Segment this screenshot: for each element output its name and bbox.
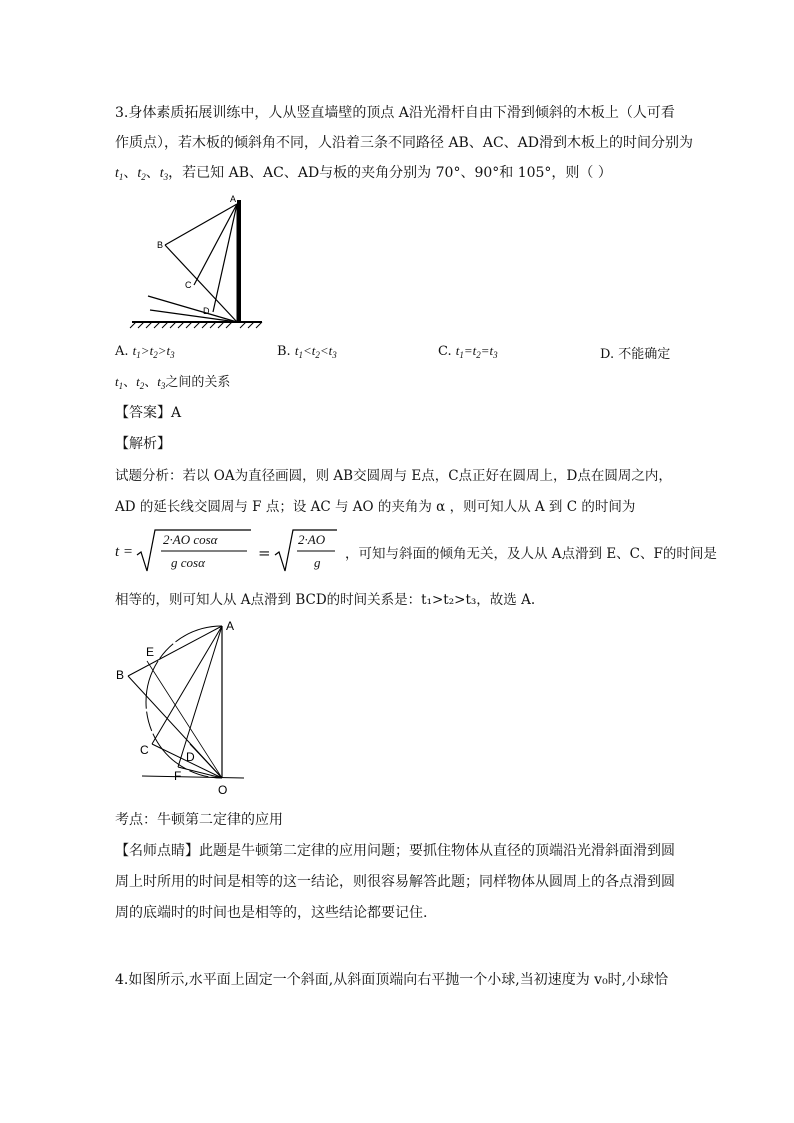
mingshi-l2: 周上时所用的时间是相等的这一结论，则很容易解答此题；同样物体从圆周上的各点滑到圆 — [115, 874, 675, 890]
option-a: A. $t_1>t_2>t_3$ — [115, 343, 175, 360]
fig1-label-d: D — [203, 306, 210, 316]
formula-line — [115, 527, 717, 577]
fig1-label-b: B — [157, 240, 164, 250]
formula-eq: = — [258, 544, 271, 562]
fig2-label-a: A — [226, 619, 235, 633]
analysis-p4: 相等的，则可知人从 A点滑到 BCD的时间关系是：t₁>t₂>t₃，故选 A. — [115, 592, 536, 608]
fig2-label-b: B — [116, 668, 125, 682]
fig2-label-c: C — [140, 743, 149, 757]
analysis-p1: 试题分析：若以 OA为直径画圆，则 AB交圆周与 E点，C点正好在圆周上，D点在圆周之内， — [115, 468, 672, 484]
fig1-label-a: A — [230, 194, 237, 204]
option-d: D. 不能确定 — [600, 347, 671, 362]
formula-num1: 2·AO cosα — [163, 532, 218, 547]
analysis-title: 【解析】 — [115, 436, 171, 452]
option-b: B. $t_1<t_2<t_3$ — [277, 343, 337, 360]
q3-text-line3-rest: 若已知 AB、AC、AD与板的夹角分别为 70°、90°和 105°，则（ ） — [182, 165, 612, 181]
q3-text-line2: 作质点），若木板的倾斜角不同，人沿着三条不同路径 AB、AC、AD滑到木板上的时间分别为 — [115, 135, 694, 151]
formula-num2: 2·AO — [298, 532, 326, 547]
option-c: C. $t_1=t_2=t_3$ — [438, 343, 498, 360]
q3-figure — [128, 190, 268, 330]
fig2-label-e: E — [146, 645, 155, 659]
option-d-continued: $t_1$、$t_2$、$t_3$之间的关系 — [115, 374, 231, 391]
circle-diagram — [112, 616, 252, 798]
answer: 【答案】A — [115, 405, 182, 421]
mingshi-l3: 周的底端时的时间也是相等的，这些结论都要记住. — [115, 905, 428, 921]
analysis-p2: AD 的延长线交圆周与 F 点；设 AC 与 AO 的夹角为 α ，则可知人从 A 到 C 的时间为 — [115, 499, 636, 515]
q3-text-line1: 3.身体素质拓展训练中，人从竖直墙壁的顶点 A沿光滑杆自由下滑到倾斜的木板上（人可看 — [115, 105, 675, 121]
mingshi-l1: 【名师点睛】此题是牛顿第二定律的应用问题；要抓住物体从直径的顶端沿光滑斜面滑到圆 — [115, 843, 675, 859]
kaodian: 考点：牛顿第二定律的应用 — [115, 812, 283, 828]
formula-den1: g cosα — [171, 555, 205, 570]
q3-text-line3: $t_1$、$t_2$、$t_3$，若已知 AB、AC、AD与板的夹角分别为 70°、90°和 105°，则（ ） — [115, 165, 612, 182]
analysis-p3-tail: ，可知与斜面的倾角无关，及人从 A点滑到 E、C、F的时间是 — [345, 546, 717, 562]
fig1-label-c: C — [185, 280, 192, 290]
fig2-label-d: D — [186, 750, 195, 764]
formula-den2: g — [314, 555, 321, 570]
formula-t: t = — [115, 544, 134, 560]
fig2-label-f: F — [174, 769, 182, 783]
q4-text: 4.如图所示,水平面上固定一个斜面,从斜面顶端向右平抛一个小球,当初速度为 v₀时,小球恰 — [115, 972, 669, 988]
fig2-label-o: O — [218, 783, 228, 797]
